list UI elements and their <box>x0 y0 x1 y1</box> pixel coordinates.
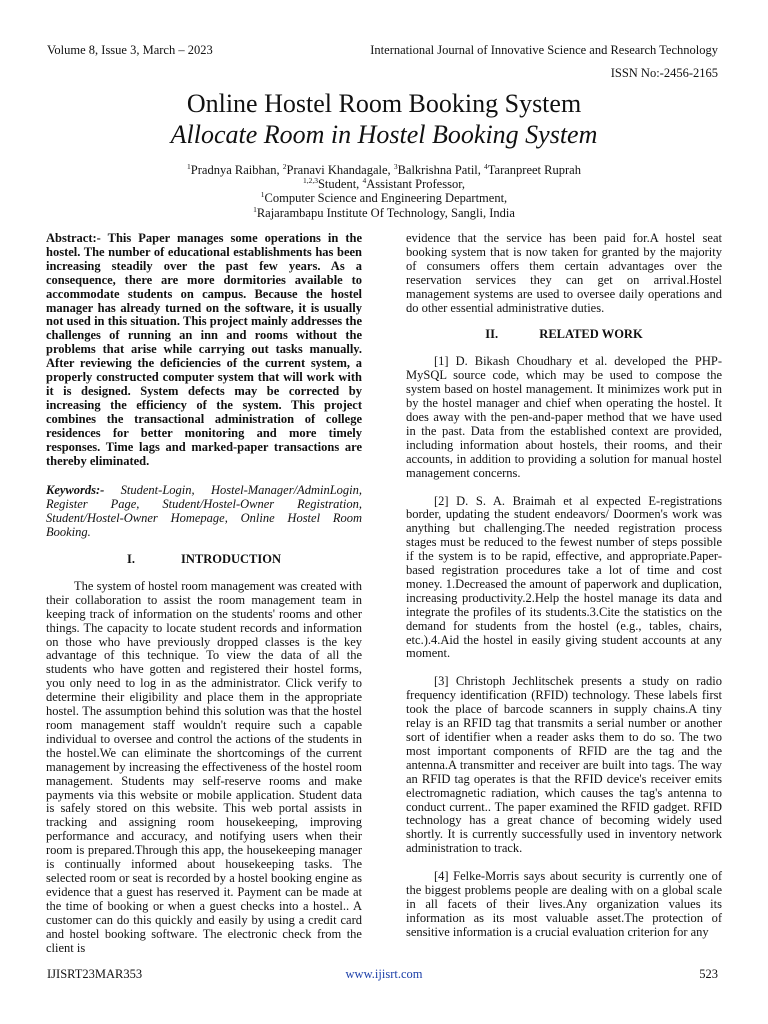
role-student: Student, <box>317 177 363 192</box>
header-journal: International Journal of Innovative Science and Research Technology <box>370 43 718 57</box>
right-column <box>406 232 722 940</box>
author-department: $^1$Computer Science and Engineering Department, <box>260 190 508 206</box>
intro-paragraph: The system of hostel room management was created with their collaboration to assist the room management team in keeping track of information on the students' rooms and other things. The capacity to locate student records and information on those who have previously dropped classes is the key advantage of this technique. To view the data of all the students who have gotten and registered their hostel forms, you only need to log in as the administrator. Click verify to determine their eligibility and place them in the appropriate hostel. The assumption behind this solution was that the hostel room management staff wouldn't require such a capable individual to oversee and control the actions of the students in the hostel.We can eliminate the shortcomings of the current management by increasing the effectiveness of the hostel room management. Students may self-reserve rooms and make payments via this website or mobile application. Student data is safely stored on this website. This web portal assists in tracking and assigning room housekeeping, improving performance and accuracy, and notifying users when their room is prepared.Through this app, the housekeeping manager is continually informed about housekeeping tasks. The selected room or seat is recorded by a hostel booking engine as evidence that a guest has reserved it. Payment can be made at the time of booking or when a guest checks into a hostel.. A customer can do this quickly and easily by using a credit card and hostel booking software. The electronic check from the client is <box>46 578 362 955</box>
footer-url-link[interactable]: www.ijisrt.com <box>345 967 423 981</box>
department-text: Computer Science and Engineering Department, <box>264 191 508 206</box>
keywords-text: Student-Login, Hostel-Manager/AdminLogin, Register Page, Student/Hostel-Owner Registration, Student/Hostel-Owner Homepage, Online Hostel Room Booking. <box>46 483 362 540</box>
footer-paper-id: IJISRT23MAR353 <box>47 967 143 981</box>
related-paragraph-2: [2] D. S. A. Braimah et al expected E-registrations border, updating the student endeavors/ Doormen's work was anything but challenging.The needed registration process stages must be reduced to the fewest number of steps possible if the system is to be rapid, effective, and appropriate.Paper-based registration procedures take a lot of time and cost money. 1.Decreased the amount of paperwork and duplication, increasing productivity.2.Help the hostel manage its data and integrate the profiles of its students.3.Cite the statistics on the demand for students from the hostel (e.g., tables, chairs, etc.).4.Aid the hostel in easily giving student accounts at any moment. <box>406 493 722 661</box>
author-2: Pranavi Khandagale, <box>286 163 394 177</box>
left-column <box>46 232 362 955</box>
section-title: RELATED WORK <box>539 327 643 342</box>
author-3: Balkrishna Patil, <box>397 163 485 177</box>
paper-title: Online Hostel Room Booking System <box>186 89 582 118</box>
institution-text: Rajarambapu Institute Of Technology, Sangli, India <box>256 205 515 220</box>
author-roles: $^{1,2,3}$Student, $^4$Assistant Professor, <box>302 176 465 192</box>
author-4: Taranpreet Ruprah <box>487 163 581 177</box>
section-number: I. <box>126 552 135 567</box>
header-volume: Volume 8, Issue 3, March – 2023 <box>47 43 213 57</box>
footer-page-number: 523 <box>699 967 718 981</box>
paper-subtitle: Allocate Room in Hostel Booking System <box>170 120 598 149</box>
role-professor: Assistant Professor, <box>366 177 465 192</box>
keywords-label: Keywords:- <box>46 483 105 498</box>
intro-continuation: evidence that the service has been paid for.A hostel seat booking system that is now taken for granted by the majority of consumers offers them certain advantages over the reservation services they can get on arrival.Hostel management systems are used to oversee daily operations and do other essential administrative duties. <box>406 231 722 315</box>
keywords <box>46 484 362 540</box>
author-names: $^1$Pradnya Raibhan, $^2$Pranavi Khandagale, $^3$Balkrishna Patil, $^4$Taranpreet Ruprah <box>187 162 581 177</box>
section-number: II. <box>485 327 499 342</box>
related-paragraph-1: [1] D. Bikash Choudhary et al. developed the PHP-MySQL source code, which may be used to compose the system based on hostel management. It minimizes work put in by the hostel manager and chief when operating the hostel. It does away with the pen-and-paper method that we have used in the past. Data from the established context are provided, including information about hostels, their rooms, and their accounts, in addition to providing a solution for manual hostel management concerns. <box>406 354 722 480</box>
section-title: INTRODUCTION <box>180 552 281 567</box>
author-block <box>0 163 768 220</box>
section-heading-related-work <box>406 328 722 342</box>
related-paragraph-4: [4] Felke-Morris says about security is currently one of the biggest problems people are dealing with on a global scale in all facets of their lives.Any organization values its information as its most valuable asset.The protection of sensitive information is a crucial evaluation criterion for any <box>406 869 722 939</box>
author-1: Pradnya Raibhan, <box>190 163 283 177</box>
author-institution: $^1$Rajarambapu Institute Of Technology, Sangli, India <box>253 204 515 220</box>
section-heading-introduction <box>46 553 362 567</box>
abstract: Abstract:- This Paper manages some operations in the hostel. The number of educational establishments has been increasing steadily over the past few years. As a consequence, there are more dormitories available to accommodate students on campus. Because the hostel manager has already turned on the software, it is usually not used in this situation. This project mainly addresses the challenges of running an inn and rooms without the problems that arise while carrying out tasks manually. After reviewing the deficiencies of the current system, a properly constructed computer system that will work with it is designed. System defects may be corrected by increasing the efficiency of the system. This project combines the transactional administration of college residences for better monitoring and more timely responses. Time lags and marked-paper transactions are thereby eliminated. <box>46 231 362 468</box>
related-paragraph-3: [3] Christoph Jechlitschek presents a study on radio frequency identification (RFID) technology. These labels first took the place of barcode scanners in supply chains.A tiny relay is an RFID tag that transmits a serial number or another sort of identifier when a reader asks them to do so. The two most important components of RFID are the tag and the antenna.A transmitter and receiver are built into tags. The way an RFID tag operates is that the RFID device's receiver emits electromagnetic radiation, which causes the tag's antenna to conduct current.. The paper examined the RFID gadget. RFID technology has a great chance of becoming widely used shortly. It is currently successfully used in inventory network administration to track. <box>406 674 722 856</box>
header-issn: ISSN No:-2456-2165 <box>610 66 718 80</box>
